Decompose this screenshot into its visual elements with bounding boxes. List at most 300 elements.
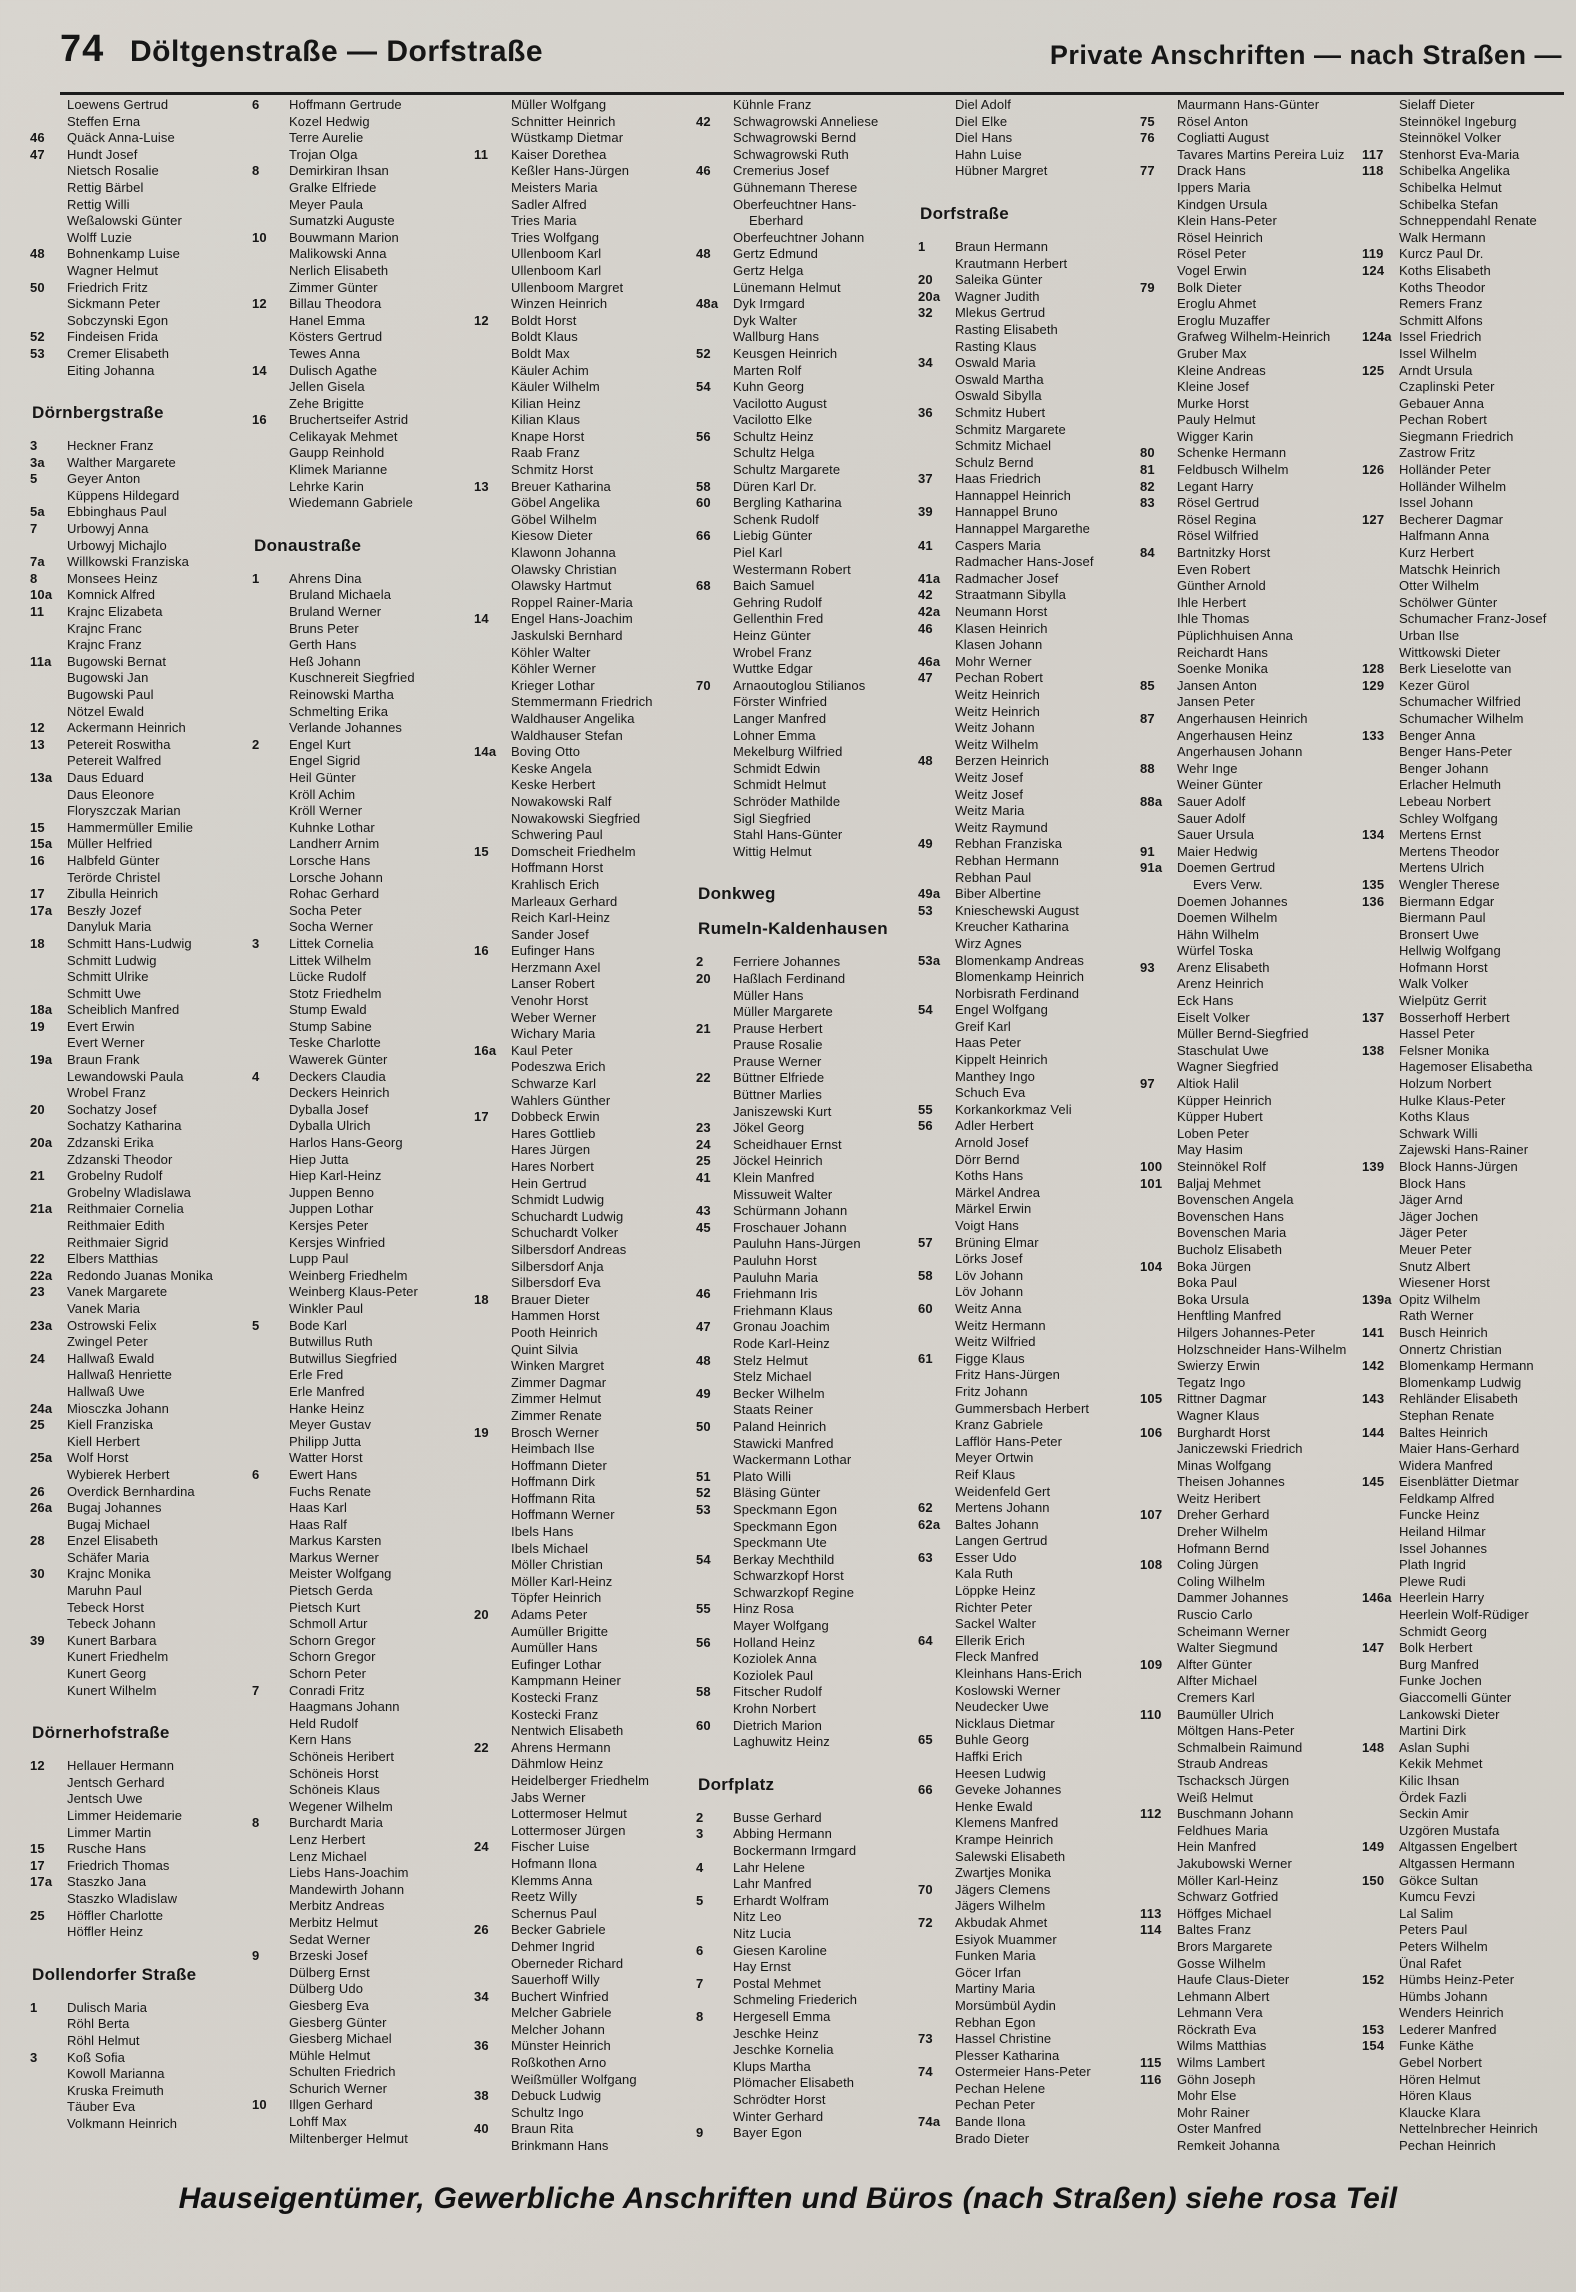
directory-entry (918, 1318, 1134, 1335)
directory-entry (1140, 1856, 1356, 1873)
resident-name: Burchardt Maria (289, 1815, 383, 1831)
resident-name: Blomenkamp Heinrich (955, 969, 1085, 985)
resident-name: Schwarz Gotfried (1177, 1889, 1279, 1905)
resident-name: Coling Wilhelm (1177, 1573, 1266, 1589)
resident-name: Gökce Sultan (1399, 1872, 1479, 1888)
resident-name: Straub Andreas (1177, 1756, 1269, 1772)
resident-name: Gruber Max (1177, 345, 1247, 361)
resident-name: Schuchardt Volker (511, 1225, 619, 1241)
resident-name: Wichary Maria (511, 1026, 596, 1042)
directory-entry (696, 1876, 912, 1893)
directory-entry (474, 429, 690, 446)
resident-name: Mlekus Gertrud (955, 305, 1046, 321)
directory-entry (252, 1716, 468, 1733)
house-number: 64 (918, 1632, 933, 1648)
directory-entry (918, 1185, 1134, 1202)
resident-name: Coling Jürgen (1177, 1557, 1259, 1573)
house-number: 39 (918, 504, 933, 520)
resident-name: Biber Albertine (955, 886, 1042, 902)
directory-entry (1140, 1142, 1356, 1159)
resident-name: Ullenboom Karl (511, 262, 602, 278)
directory-entry (696, 761, 912, 778)
directory-entry (30, 1758, 246, 1775)
resident-name: Knape Horst (511, 428, 585, 444)
house-number: 152 (1362, 1972, 1385, 1988)
directory-entry (696, 628, 912, 645)
house-number: 12 (30, 720, 45, 736)
resident-name: Dietrich Marion (733, 1717, 822, 1733)
directory-entry (696, 462, 912, 479)
resident-name: Landherr Arnim (289, 836, 380, 852)
directory-entry (30, 1891, 246, 1908)
directory-entry (252, 346, 468, 363)
resident-name: Ahrens Hermann (511, 1739, 611, 1755)
directory-entry (474, 130, 690, 147)
resident-name: Röhl Berta (67, 2016, 130, 2032)
resident-name: Wagner Siegfried (1177, 1059, 1279, 1075)
directory-entry (474, 1922, 690, 1939)
directory-entry (1140, 910, 1356, 927)
resident-name: Hümbs Heinz-Peter (1399, 1972, 1515, 1988)
directory-entry (1140, 1690, 1356, 1707)
resident-name: Schwagrowski Bernd (733, 130, 857, 146)
resident-name: Ellerik Erich (955, 1632, 1025, 1648)
directory-entry (252, 720, 468, 737)
resident-name: Koths Elisabeth (1399, 262, 1491, 278)
resident-name: Koslowski Werner (955, 1682, 1061, 1698)
directory-entry (474, 2088, 690, 2105)
resident-name: Müller Wolfgang (511, 97, 607, 112)
directory-entry (474, 1026, 690, 1043)
house-number: 21 (30, 1168, 45, 1184)
resident-name: Straatmann Sibylla (955, 587, 1066, 603)
resident-name: Gertz Helga (733, 262, 804, 278)
resident-name: Ackermann Heinrich (67, 720, 186, 736)
house-number: 147 (1362, 1640, 1385, 1656)
directory-entry (252, 621, 468, 638)
resident-name: Seckin Amir (1399, 1806, 1469, 1822)
house-number: 34 (918, 355, 933, 371)
resident-name: Hoffmann Horst (511, 860, 604, 876)
directory-entry (696, 1153, 912, 1170)
directory-entry (1362, 363, 1576, 380)
resident-name: Grafweg Wilhelm-Heinrich (1177, 329, 1331, 345)
directory-entry (252, 2048, 468, 2065)
resident-name: Evers Verw. (1193, 876, 1263, 892)
resident-name: Sauer Adolf (1177, 793, 1246, 809)
directory-entry (252, 445, 468, 462)
directory-entry (696, 147, 912, 164)
directory-entry (1140, 346, 1356, 363)
directory-entry (918, 2048, 1134, 2065)
resident-name: Dobbeck Erwin (511, 1109, 600, 1125)
resident-name: Winkler Paul (289, 1300, 364, 1316)
directory-entry (252, 1085, 468, 1102)
directory-entry (1140, 445, 1356, 462)
directory-entry (252, 2064, 468, 2081)
resident-name: Lünemann Helmut (733, 279, 841, 295)
directory-entry (696, 1336, 912, 1353)
resident-name: Kostecki Franz (511, 1706, 599, 1722)
resident-name: Arenz Heinrich (1177, 976, 1264, 992)
resident-name: Remkeit Johanna (1177, 2138, 1280, 2154)
resident-name: Abbing Hermann (733, 1826, 832, 1842)
directory-entry (696, 1319, 912, 1336)
directory-entry (918, 1334, 1134, 1351)
resident-name: Walter Siegmund (1177, 1640, 1278, 1656)
resident-name: Hümbs Johann (1399, 1988, 1488, 2004)
house-number: 80 (1140, 445, 1155, 461)
resident-name: Rittner Dagmar (1177, 1391, 1267, 1407)
directory-entry (474, 860, 690, 877)
directory-entry (30, 197, 246, 214)
resident-name: Schibelka Helmut (1399, 179, 1502, 195)
resident-name: Funke Käthe (1399, 2038, 1474, 2054)
resident-name: Kindgen Ursula (1177, 196, 1268, 212)
directory-entry (252, 1981, 468, 1998)
resident-name: Hilgers Johannes-Peter (1177, 1324, 1316, 1340)
resident-name: Lehmann Vera (1177, 2005, 1263, 2021)
directory-entry (1140, 1242, 1356, 1259)
house-number: 25 (696, 1153, 711, 1169)
resident-name: Dulisch Maria (67, 1999, 148, 2015)
house-number: 84 (1140, 545, 1155, 561)
resident-name: Voigt Hans (955, 1218, 1019, 1233)
directory-entry (1362, 1906, 1576, 1923)
directory-entry (696, 1826, 912, 1843)
resident-name: Cremer Elisabeth (67, 345, 170, 361)
resident-name: Lupp Paul (289, 1251, 349, 1267)
directory-entry (918, 256, 1134, 273)
resident-name: Kaul Peter (511, 1042, 573, 1058)
house-number: 88 (1140, 760, 1155, 776)
resident-name: Göbel Angelika (511, 495, 600, 511)
directory-entry (696, 97, 912, 114)
house-number: 48 (696, 1352, 711, 1368)
house-number: 55 (696, 1601, 711, 1617)
directory-entry (696, 1485, 912, 1502)
resident-name: Bronsert Uwe (1399, 926, 1479, 942)
directory-entry (1140, 1989, 1356, 2006)
resident-name: Krautmann Herbert (955, 255, 1068, 271)
resident-name: Löv Johann (955, 1284, 1024, 1300)
directory-entry (30, 2016, 246, 2033)
directory-entry (918, 1948, 1134, 1965)
house-number: 143 (1362, 1391, 1385, 1407)
resident-name: Busse Gerhard (733, 1809, 822, 1825)
directory-entry (30, 313, 246, 330)
directory-entry (30, 704, 246, 721)
resident-name: Brors Margarete (1177, 1938, 1273, 1954)
directory-entry (1362, 1507, 1576, 1524)
resident-name: Klups Martha (733, 2058, 811, 2074)
resident-name: Boldt Horst (511, 312, 577, 328)
house-number: 97 (1140, 1076, 1155, 1092)
resident-name: Maier Hans-Gerhard (1399, 1441, 1520, 1457)
resident-name: Czaplinski Peter (1399, 379, 1495, 395)
resident-name: Bouwmann Marion (289, 229, 399, 245)
resident-name: Hoffmann Dirk (511, 1474, 596, 1490)
directory-entry (918, 521, 1134, 538)
resident-name: Köhler Werner (511, 661, 596, 677)
resident-name: Krajnc Franz (67, 637, 142, 653)
directory-entry (252, 1069, 468, 1086)
resident-name: Schwagrowski Anneliese (733, 113, 879, 129)
directory-entry (918, 1135, 1134, 1152)
directory-entry (1362, 180, 1576, 197)
resident-name: Jäger Peter (1399, 1225, 1468, 1241)
resident-name: Klemms Anna (511, 1872, 593, 1888)
directory-entry (30, 2116, 246, 2133)
directory-entry (474, 1624, 690, 1641)
house-number: 20 (474, 1607, 489, 1623)
resident-name: Bolk Dieter (1177, 279, 1242, 295)
directory-entry (1362, 1159, 1576, 1176)
directory-entry (1362, 429, 1576, 446)
house-number: 8 (30, 570, 38, 586)
resident-name: Bruchertseifer Astrid (289, 412, 409, 428)
resident-name: Benger Johann (1399, 760, 1489, 776)
resident-name: Jentsch Uwe (67, 1791, 143, 1807)
directory-entry (1362, 1989, 1576, 2006)
directory-entry (252, 1135, 468, 1152)
directory-entry (1362, 1806, 1576, 1823)
resident-name: Koziolek Anna (733, 1651, 817, 1667)
directory-entry (252, 1284, 468, 1301)
directory-entry (918, 2081, 1134, 2098)
resident-name: Swierzy Erwin (1177, 1358, 1260, 1374)
directory-entry (1140, 1292, 1356, 1309)
resident-name: Heß Johann (289, 653, 361, 669)
directory-entry (1140, 180, 1356, 197)
house-number: 8 (252, 163, 260, 179)
resident-name: Krajnc Monika (67, 1566, 151, 1582)
resident-name: Feldkamp Alfred (1399, 1490, 1495, 1506)
directory-entry (1362, 877, 1576, 894)
house-number: 17 (30, 886, 45, 902)
resident-name: Schmitt Ulrike (67, 969, 149, 985)
resident-name: Weßalowski Günter (67, 213, 182, 229)
resident-name: Knieschewski August (955, 902, 1080, 918)
resident-name: Kreucher Katharina (955, 919, 1069, 935)
resident-name: Blomenkamp Hermann (1399, 1358, 1534, 1374)
directory-entry (918, 438, 1134, 455)
resident-name: Verlande Johannes (289, 720, 403, 736)
directory-entry (1140, 661, 1356, 678)
resident-name: Caspers Maria (955, 537, 1041, 553)
directory-entry (918, 1102, 1134, 1119)
resident-name: Silbersdorf Andreas (511, 1241, 627, 1257)
resident-name: Hiep Karl-Heinz (289, 1168, 382, 1184)
directory-entry (1362, 1590, 1576, 1607)
directory-entry (252, 1517, 468, 1534)
directory-entry (252, 1318, 468, 1335)
resident-name: Bugowski Jan (67, 670, 149, 686)
house-number: 81 (1140, 462, 1155, 478)
resident-name: Sackel Walter (955, 1616, 1037, 1632)
resident-name: Mohr Werner (955, 653, 1032, 669)
house-number: 13a (30, 769, 53, 785)
resident-name: Rösel Peter (1177, 246, 1247, 262)
directory-entry (474, 1939, 690, 1956)
house-number: 136 (1362, 893, 1385, 909)
resident-name: Hanel Emma (289, 312, 366, 328)
directory-entry (474, 993, 690, 1010)
resident-name: Juppen Lothar (289, 1201, 374, 1217)
resident-name: Heidelberger Friedhelm (511, 1772, 650, 1788)
directory-entry (696, 2059, 912, 2076)
house-number: 109 (1140, 1656, 1163, 1672)
resident-name: Lebeau Norbert (1399, 793, 1491, 809)
resident-name: Radmacher Hans-Josef (955, 554, 1094, 570)
directory-entry (918, 1699, 1134, 1716)
directory-entry (474, 445, 690, 462)
resident-name: Ullenboom Margret (511, 279, 624, 295)
directory-entry (474, 595, 690, 612)
directory-entry (30, 571, 246, 588)
resident-name: Lottermoser Helmut (511, 1806, 627, 1822)
resident-name: Heinz Günter (733, 628, 811, 643)
resident-name: Siegmann Friedrich (1399, 428, 1514, 444)
directory-entry (1140, 1956, 1356, 1973)
resident-name: Ahrens Dina (289, 570, 362, 586)
resident-name: Köhler Walter (511, 644, 591, 660)
resident-name: Meuer Peter (1399, 1241, 1472, 1257)
house-number: 46 (918, 620, 933, 636)
directory-entry (1140, 1972, 1356, 1989)
resident-name: Jentsch Gerhard (67, 1774, 165, 1790)
resident-name: Paland Heinrich (733, 1418, 827, 1434)
resident-name: Engel Wolfgang (955, 1002, 1048, 1018)
resident-name: Kozel Hedwig (289, 113, 370, 129)
directory-entry (1362, 197, 1576, 214)
directory-entry (252, 1533, 468, 1550)
resident-name: Büttner Elfriede (733, 1070, 825, 1086)
directory-entry (474, 1342, 690, 1359)
resident-name: Funcke Heinz (1399, 1507, 1480, 1523)
directory-entry (1362, 1342, 1576, 1359)
resident-name: Eroglu Muzaffer (1177, 312, 1271, 328)
resident-name: Lanser Robert (511, 976, 595, 992)
directory-entry (1362, 578, 1576, 595)
directory-entry (1362, 2005, 1576, 2022)
house-number: 5 (252, 1317, 260, 1333)
directory-entry (918, 1616, 1134, 1633)
directory-entry (918, 538, 1134, 555)
directory-entry (696, 1469, 912, 1486)
resident-name: Scheimann Werner (1177, 1623, 1290, 1639)
directory-entry (252, 1832, 468, 1849)
directory-entry (474, 2055, 690, 2072)
directory-entry (252, 1168, 468, 1185)
directory-entry (1140, 114, 1356, 131)
resident-name: Möller Christian (511, 1557, 603, 1573)
directory-entry (918, 1268, 1134, 1285)
resident-name: Holländer Wilhelm (1399, 478, 1507, 494)
resident-name: Schumacher Wilhelm (1399, 710, 1524, 726)
directory-entry (918, 1782, 1134, 1799)
directory-entry (252, 1417, 468, 1434)
resident-name: Eiselt Volker (1177, 1009, 1250, 1025)
directory-entry (696, 1684, 912, 1701)
resident-name: Boldt Klaus (511, 329, 578, 345)
directory-entry (918, 1932, 1134, 1949)
house-number: 134 (1362, 827, 1385, 843)
resident-name: Reinowski Martha (289, 687, 394, 702)
directory-entry (474, 180, 690, 197)
house-number: 20a (918, 288, 941, 304)
house-number: 61 (918, 1350, 933, 1366)
house-number: 17 (474, 1109, 489, 1125)
directory-entry (1140, 1093, 1356, 1110)
house-number: 17 (30, 1857, 45, 1873)
resident-name: Hofmann Horst (1399, 959, 1488, 975)
house-number: 16 (30, 852, 45, 868)
resident-name: Bande Ilona (955, 2114, 1026, 2130)
directory-entry (1140, 1209, 1356, 1226)
resident-name: Plath Ingrid (1399, 1557, 1466, 1573)
directory-entry (696, 180, 912, 197)
directory-entry (252, 1732, 468, 1749)
directory-entry (918, 372, 1134, 389)
directory-entry (1140, 1723, 1356, 1740)
directory-entry (474, 1093, 690, 1110)
resident-name: Haas Ralf (289, 1516, 347, 1532)
resident-name: Hallwaß Ewald (67, 1350, 155, 1366)
resident-name: Reithmaier Edith (67, 1218, 165, 1233)
directory-entry (696, 728, 912, 745)
column-6 (1140, 97, 1356, 2155)
directory-entry (1140, 611, 1356, 628)
directory-entry (696, 313, 912, 330)
directory-entry (474, 1275, 690, 1292)
directory-entry (1362, 346, 1576, 363)
resident-name: Koths Klaus (1399, 1109, 1470, 1125)
directory-entry (918, 820, 1134, 837)
resident-name: Boka Ursula (1177, 1291, 1249, 1307)
directory-entry (474, 1707, 690, 1724)
resident-name: Hellauer Hermann (67, 1758, 175, 1774)
directory-entry (30, 1683, 246, 1700)
resident-name: Weitz Maria (955, 803, 1025, 819)
directory-entry (1140, 827, 1356, 844)
house-number: 58 (918, 1267, 933, 1283)
resident-name: Evert Werner (67, 1035, 145, 1051)
directory-entry (252, 886, 468, 903)
resident-name: Baltes Heinrich (1399, 1424, 1488, 1440)
house-number: 141 (1362, 1324, 1385, 1340)
directory-entry (1362, 114, 1576, 131)
directory-entry (918, 471, 1134, 488)
resident-name: Haßlach Ferdinand (733, 970, 846, 986)
directory-entry (30, 1118, 246, 1135)
resident-name: Dehmer Ingrid (511, 1938, 595, 1954)
resident-name: Loewens Gertrud (67, 97, 169, 112)
resident-name: Tries Maria (511, 213, 577, 229)
street-heading: Dollendorfer Straße (32, 1964, 197, 1984)
resident-name: Hören Klaus (1399, 2088, 1472, 2104)
directory-entry (1362, 1126, 1576, 1143)
directory-entry (696, 611, 912, 628)
house-number: 113 (1140, 1905, 1162, 1921)
directory-entry (30, 737, 246, 754)
house-number: 30 (30, 1566, 45, 1582)
house-number: 48 (696, 246, 711, 262)
directory-entry (1140, 1806, 1356, 1823)
directory-entry (30, 1600, 246, 1617)
resident-name: Kunert Barbara (67, 1632, 157, 1648)
resident-name: Block Hans (1399, 1175, 1466, 1191)
